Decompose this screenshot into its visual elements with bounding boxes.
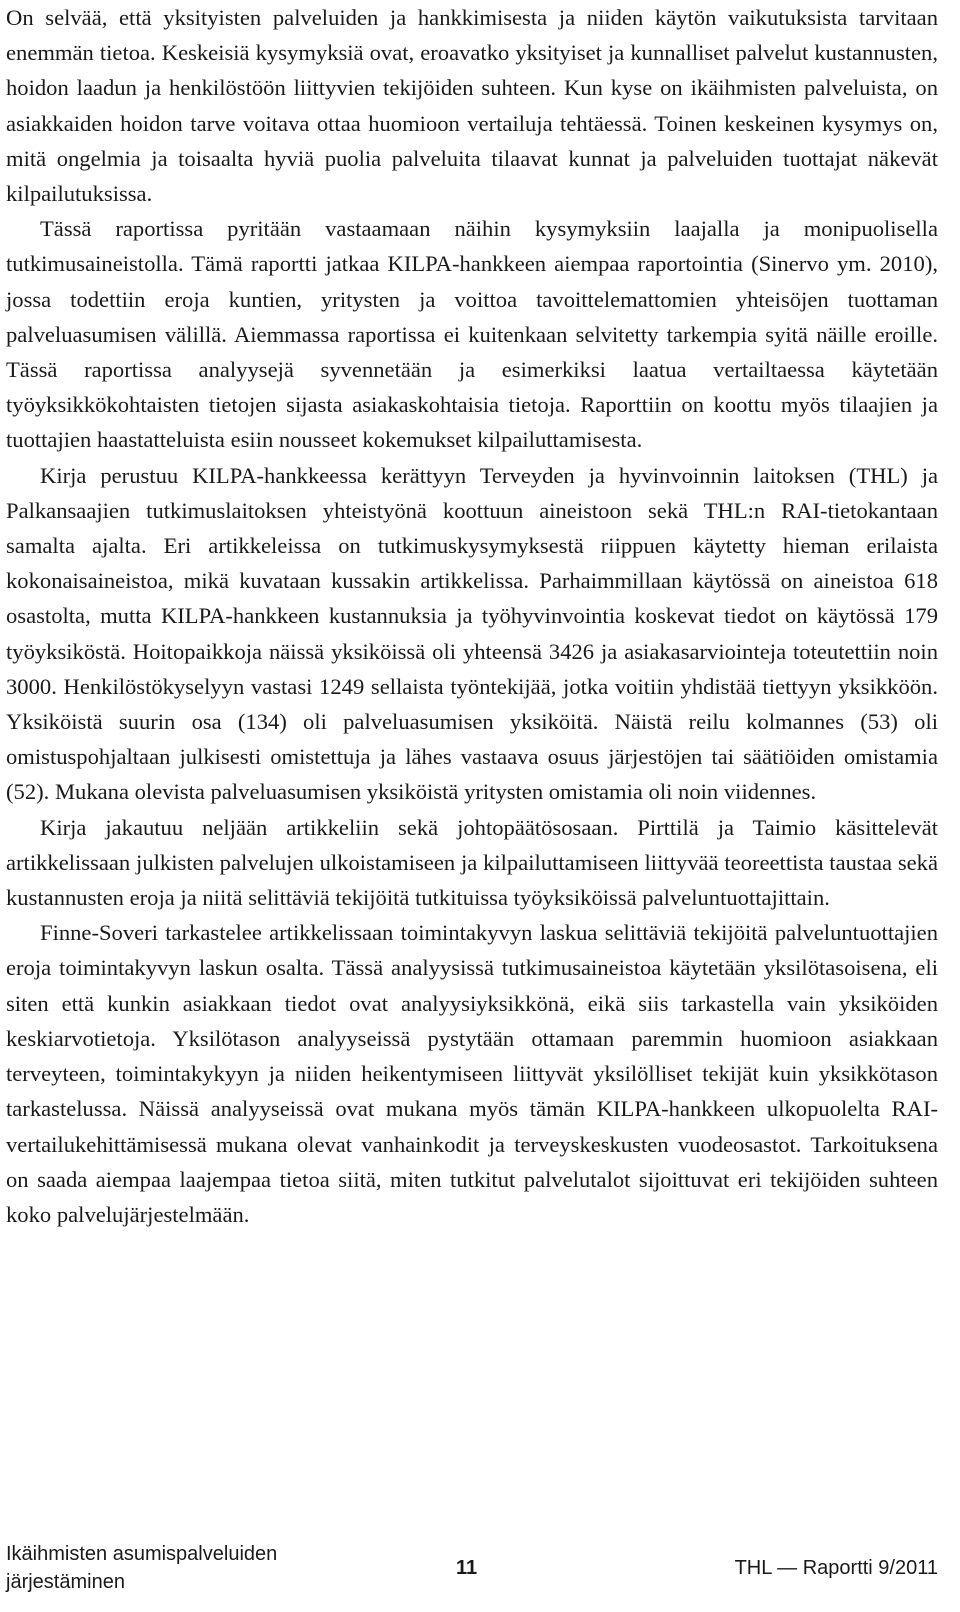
footer-series-title: Ikäihmisten asumispalveluiden järjestäminen bbox=[6, 1543, 278, 1593]
footer-report-id: THL — Raportti 9/2011 bbox=[734, 1557, 938, 1579]
body-paragraph-5: Finne-Soveri tarkastelee artikkelissaan toimintakyvyn laskua selittäviä tekijöitä palveluntuottajien eroja toimintakyvyn laskun osalta. Tässä analyysissä tutkimusaineistoa käytetään yksilötasoisena, eli siten että kunkin asiakkaan tiedot ovat analyysiyksikkönä, eikä siis tarkastella vain yksiköiden keskiarvotietoja. Yksilötason analyyseissä pystytään ottamaan paremmin huomioon asiakkaan terveyteen, toimintakykyyn ja niiden heikentymiseen liittyvät yksilölliset tekijät kuin yksikkötason tarkastelussa. Näissä analyyseissä ovat mukana myös tämän KILPA-hankkeen ulkopuolelta RAI-vertailukehittämisessä mukana olevat vanhainkodit ja terveyskeskusten vuodeosastot. Tarkoituksena on saada aiempaa laajempaa tietoa siitä, miten tutkitut palvelutalot sijoittuvat eri tekijöiden suhteen koko palvelujärjestelmään. bbox=[6, 920, 938, 1227]
body-paragraph-4: Kirja jakautuu neljään artikkeliin sekä johtopäätösosaan. Pirttilä ja Taimio käsittelevät artikkelissaan julkisten palvelujen ulkoistamiseen ja kilpailuttamiseen liittyvää teoreettista taustaa sekä kustannusten eroja ja niitä selittäviä tekijöitä tutkituissa työyksiköissä palveluntuottajittain. bbox=[6, 814, 938, 911]
body-paragraph-2: Tässä raportissa pyritään vastaamaan näihin kysymyksiin laajalla ja monipuolisella tutkimusaineistolla. Tämä raportti jatkaa KILPA-hankkeen aiempaa raportointia (Sinervo ym. 2010), jossa todettiin eroja kuntien, yritysten ja voittoa tavoittelemattomien yhteisöjen tuottaman palveluasumisen välillä. Aiemmassa raportissa ei kuitenkaan selvitetty tarkempia syitä näille eroille. Tässä raportissa analyysejä syvennetään ja esimerkiksi laatua vertailtaessa käytetään työyksikkökohtaisten tietojen sijasta asiakaskohtaisia tietoja. Raporttiin on koottu myös tilaajien ja tuottajien haastatteluista esiin nousseet kokemukset kilpailuttamisesta. bbox=[6, 216, 938, 453]
footer-page-number: 11 bbox=[456, 1557, 478, 1579]
page-footer bbox=[6, 1528, 938, 1598]
body-paragraph-3: Kirja perustuu KILPA-hankkeessa kerättyyn Terveyden ja hyvinvoinnin laitoksen (THL) ja Palkansaajien tutkimuslaitoksen yhteistyönä koottuun aineistoon sekä THL:n RAI-tietokantaan samalta ajalta. Eri artikkeleissa on tutkimuskysymyksestä riippuen käytetty hieman erilaista kokonaisaineistoa, mikä kuvataan kussakin artikkelissa. Parhaimmillaan käytössä on aineistoa 618 osastolta, mutta KILPA-hankkeen kustannuksia ja työhyvinvointia koskevat tiedot on käytössä 179 työyksiköstä. Hoitopaikkoja näissä yksiköissä oli yhteensä 3426 ja asiakasarviointeja toteutettiin noin 3000. Henkilöstökyselyyn vastasi 1249 sellaista työntekijää, jotka voitiin yhdistää tiettyyn yksikköön. Yksiköistä suurin osa (134) oli palveluasumisen yksiköitä. Näistä reilu kolmannes (53) oli omistuspohjaltaan julkisesti omistettuja ja lähes vastaava osuus järjestöjen tai säätiöiden omistamia (52). Mukana olevista palveluasumisen yksiköistä yritysten omistamia oli noin viidennes. bbox=[6, 462, 938, 805]
body-paragraph-1: On selvää, että yksityisten palveluiden ja hankkimisesta ja niiden käytön vaikutuksista tarvitaan enemmän tietoa. Keskeisiä kysymyksiä ovat, eroavatko yksityiset ja kunnalliset palvelut kustannusten, hoidon laadun ja henkilöstöön liittyvien tekijöiden suhteen. Kun kyse on ikäihmisten palveluista, on asiakkaiden hoidon tarve voitava ottaa huomioon vertailuja tehtäessä. Toinen keskeinen kysymys on, mitä ongelmia ja toisaalta hyviä puolia palveluita tilaavat kunnat ja palveluiden tuottajat näkevät kilpailutuksissa. bbox=[6, 5, 938, 207]
page-body bbox=[6, 0, 938, 1232]
